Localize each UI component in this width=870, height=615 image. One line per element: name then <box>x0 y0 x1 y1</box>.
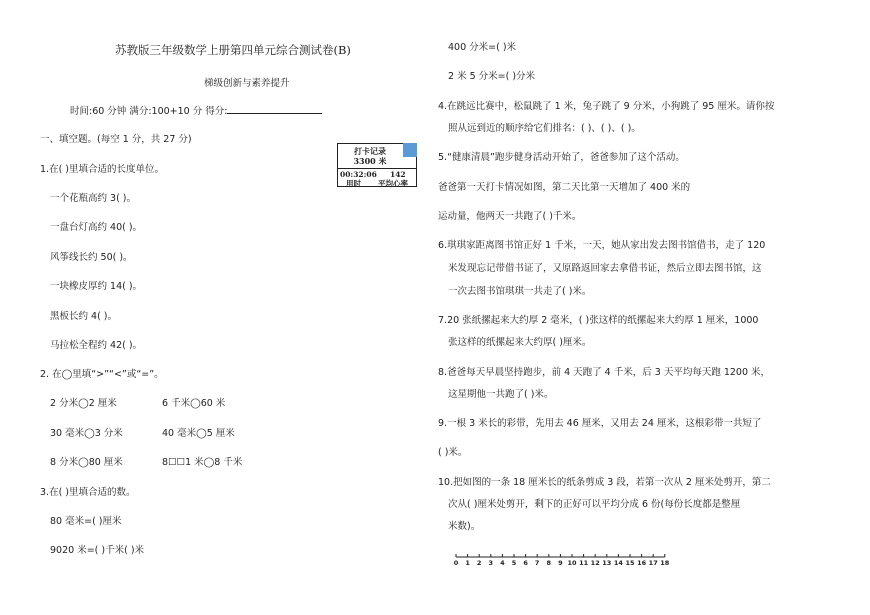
q3-item: 9020 米=( )千米( )米 <box>50 545 145 556</box>
card-pace-label: 平均心率 <box>378 179 408 188</box>
question-8-line: 这星期他一共跑了( )米。 <box>448 389 554 400</box>
question-1-stem: 1.在( )里填合适的长度单位。 <box>40 164 164 175</box>
card-title: 打卡记录 <box>354 146 386 156</box>
card-stats <box>338 168 416 187</box>
score-blank <box>227 104 322 114</box>
q1-item: 马拉松全程约 42( )。 <box>50 340 143 351</box>
ruler-label: 3 <box>488 559 494 567</box>
question-6-line: 米发现忘记带借书证了，又原路返回家去拿借书证，然后立即去图书馆，这 <box>448 263 762 274</box>
question-5-line: 运动量，他两天一共跑了( )千米。 <box>438 211 582 222</box>
question-4-line: 照从远到近的顺序给它们排名：( )、( )、( )。 <box>448 123 641 134</box>
card-pace-value: 142 <box>390 170 406 179</box>
question-10-line: 10.把如图的一条 18 厘米长的纸条剪成 3 段，若第一次从 2 厘米处剪开，第二 <box>438 477 771 488</box>
question-7-line: 张这样的纸摞起来大约厚( )厘米。 <box>448 337 592 348</box>
question-2-stem: 2. 在◯里填“>”“<”或“=”。 <box>40 369 164 380</box>
checkin-card-image <box>337 143 417 187</box>
page-subtitle: 梯级创新与素养提升 <box>204 78 290 89</box>
q2-item: 6 千米◯60 米 <box>162 398 226 409</box>
question-7-line: 7.20 张纸摞起来大约厚 2 毫米，( )张这样的纸摞起来大约厚 1 厘米，1000 <box>438 315 759 326</box>
ruler-label: 7 <box>534 559 540 567</box>
ruler-label: 14 <box>613 559 623 567</box>
card-time-label: 用时 <box>346 179 361 188</box>
exam-meta-text: 时间:60 分钟 满分:100+10 分 得分: <box>70 106 228 117</box>
q3-cont-item: 2 米 5 分米=( )分米 <box>448 71 536 82</box>
q1-item: 一个花瓶高约 3( )。 <box>50 193 136 204</box>
ruler-label: 8 <box>546 559 552 567</box>
q1-item: 黑板长约 4( )。 <box>50 311 117 322</box>
question-10-line: 米数)。 <box>448 521 481 532</box>
ruler-label: 18 <box>660 559 669 567</box>
question-5-line: 5.“健康清晨”跑步健身活动开始了，爸爸参加了这个活动。 <box>438 152 685 163</box>
question-3-stem: 3.在( )里填合适的数。 <box>40 487 136 498</box>
question-9-line: ( )米。 <box>438 447 468 458</box>
q2-item: 8 分米◯80 厘米 <box>50 457 123 468</box>
page-title: 苏教版三年级数学上册第四单元综合测试卷(B) <box>115 43 351 57</box>
question-6-line: 一次去图书馆琪琪一共走了( )米。 <box>448 286 592 297</box>
q3-item: 80 毫米=( )厘米 <box>50 516 122 527</box>
q2-item: 8☐☐1 米◯8 千米 <box>162 457 243 468</box>
ruler-diagram <box>454 553 669 567</box>
section-heading: 一、填空题。(每空 1 分，共 27 分) <box>40 134 192 145</box>
exam-meta <box>70 104 322 118</box>
q2-item: 30 毫米◯3 分米 <box>50 428 123 439</box>
question-9-line: 9.一根 3 米长的彩带，先用去 46 厘米，又用去 24 厘米，这根彩带一共短了 <box>438 418 762 429</box>
q1-item: 一块橡皮厚约 14( )。 <box>50 281 143 292</box>
card-time-value: 00:32:06 <box>340 170 377 179</box>
q1-item: 一盘台灯高约 40( )。 <box>50 222 143 233</box>
q2-item: 2 分米◯2 厘米 <box>50 398 117 409</box>
question-4-line: 4.在跳远比赛中，松鼠跳了 1 米，兔子跳了 9 分米，小狗跳了 95 厘米。请你按 <box>438 101 775 112</box>
card-corner-decoration <box>403 143 417 157</box>
ruler-label: 4 <box>500 559 505 567</box>
question-10-line: 次从( )厘米处剪开，剩下的正好可以平均分成 6 份(每份长度都是整厘 <box>448 499 741 510</box>
ruler-label: 16 <box>637 559 647 567</box>
ruler-label: 9 <box>558 559 563 567</box>
ruler-label: 15 <box>625 559 635 567</box>
ruler-label: 11 <box>579 559 589 567</box>
ruler-label: 6 <box>523 559 528 567</box>
ruler-label: 13 <box>602 559 612 567</box>
ruler-label: 17 <box>648 559 658 567</box>
q3-cont-item: 400 分米=( )米 <box>448 42 517 53</box>
question-6-line: 6.琪琪家距离图书馆正好 1 千米，一天，她从家出发去图书馆借书，走了 120 <box>438 240 766 251</box>
question-5-line: 爸爸第一天打卡情况如图，第二天比第一天增加了 400 米的 <box>438 182 691 193</box>
card-distance: 3300 米 <box>353 156 387 166</box>
q2-item: 40 毫米◯5 厘米 <box>162 428 235 439</box>
ruler-label: 5 <box>511 559 517 567</box>
question-8-line: 8.爸爸每天早晨坚持跑步，前 4 天跑了 4 千米，后 3 天平均每天跑 1200 米， <box>438 367 771 378</box>
ruler-label: 2 <box>476 559 482 567</box>
ruler-label: 1 <box>465 559 470 567</box>
ruler-label: 10 <box>567 559 577 567</box>
q1-item: 风筝线长约 50( )。 <box>50 252 133 263</box>
ruler-label: 12 <box>590 559 600 567</box>
ruler-label: 0 <box>454 559 459 567</box>
